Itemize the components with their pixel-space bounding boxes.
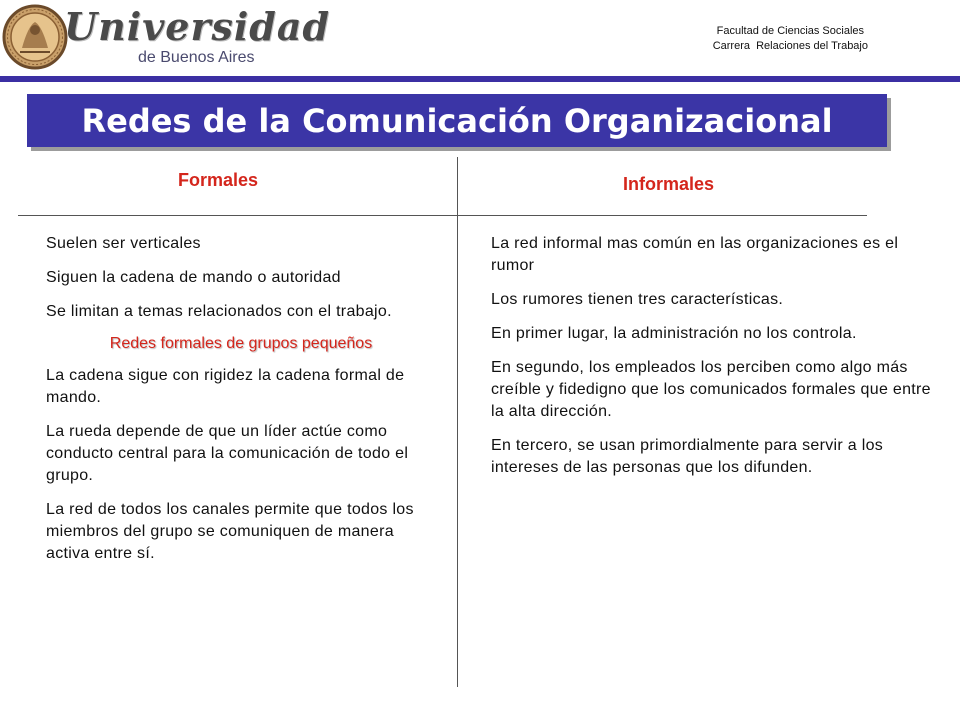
formales-item: Se limitan a temas relacionados con el trabajo. bbox=[46, 303, 392, 320]
faculty-name: Facultad de Ciencias Sociales bbox=[716, 25, 865, 37]
formales-item: La cadena sigue con rigidez la cadena formal de mando. bbox=[46, 367, 405, 406]
university-subtitle: de Buenos Aires bbox=[138, 49, 255, 66]
title-banner bbox=[27, 94, 887, 147]
formales-column bbox=[46, 233, 436, 577]
university-name: Universidad bbox=[64, 4, 331, 49]
header-divider bbox=[18, 215, 867, 216]
formales-heading: Formales bbox=[178, 170, 259, 190]
informales-column bbox=[491, 233, 931, 491]
informales-item: En tercero, se usan primordialmente para servir a los intereses de las personas que los difunden. bbox=[491, 437, 884, 476]
informales-heading: Informales bbox=[623, 174, 715, 194]
header bbox=[0, 0, 960, 78]
formales-item: Suelen ser verticales bbox=[46, 235, 201, 252]
column-divider bbox=[457, 157, 458, 687]
career-name: Carrera Relaciones del Trabajo bbox=[712, 40, 868, 52]
formales-item: La rueda depende de que un líder actúe como conducto central para la comunicación de todo el grupo. bbox=[46, 423, 409, 484]
formales-subheading: Redes formales de grupos pequeños bbox=[109, 335, 373, 352]
page-title: Redes de la Comunicación Organizacional bbox=[81, 101, 833, 140]
header-band bbox=[0, 76, 960, 82]
informales-item: Los rumores tienen tres características. bbox=[491, 291, 784, 308]
informales-item: La red informal mas común en las organizaciones es el rumor bbox=[491, 235, 899, 274]
informales-item: En segundo, los empleados los perciben como algo más creíble y fidedigno que los comunicados formales que entre la alta dirección. bbox=[491, 359, 931, 420]
informales-item: En primer lugar, la administración no los controla. bbox=[491, 325, 857, 342]
faculty-info bbox=[713, 24, 868, 54]
formales-item: Siguen la cadena de mando o autoridad bbox=[46, 269, 341, 286]
formales-item: La red de todos los canales permite que todos los miembros del grupo se comuniquen de manera activa entre sí. bbox=[46, 501, 414, 562]
